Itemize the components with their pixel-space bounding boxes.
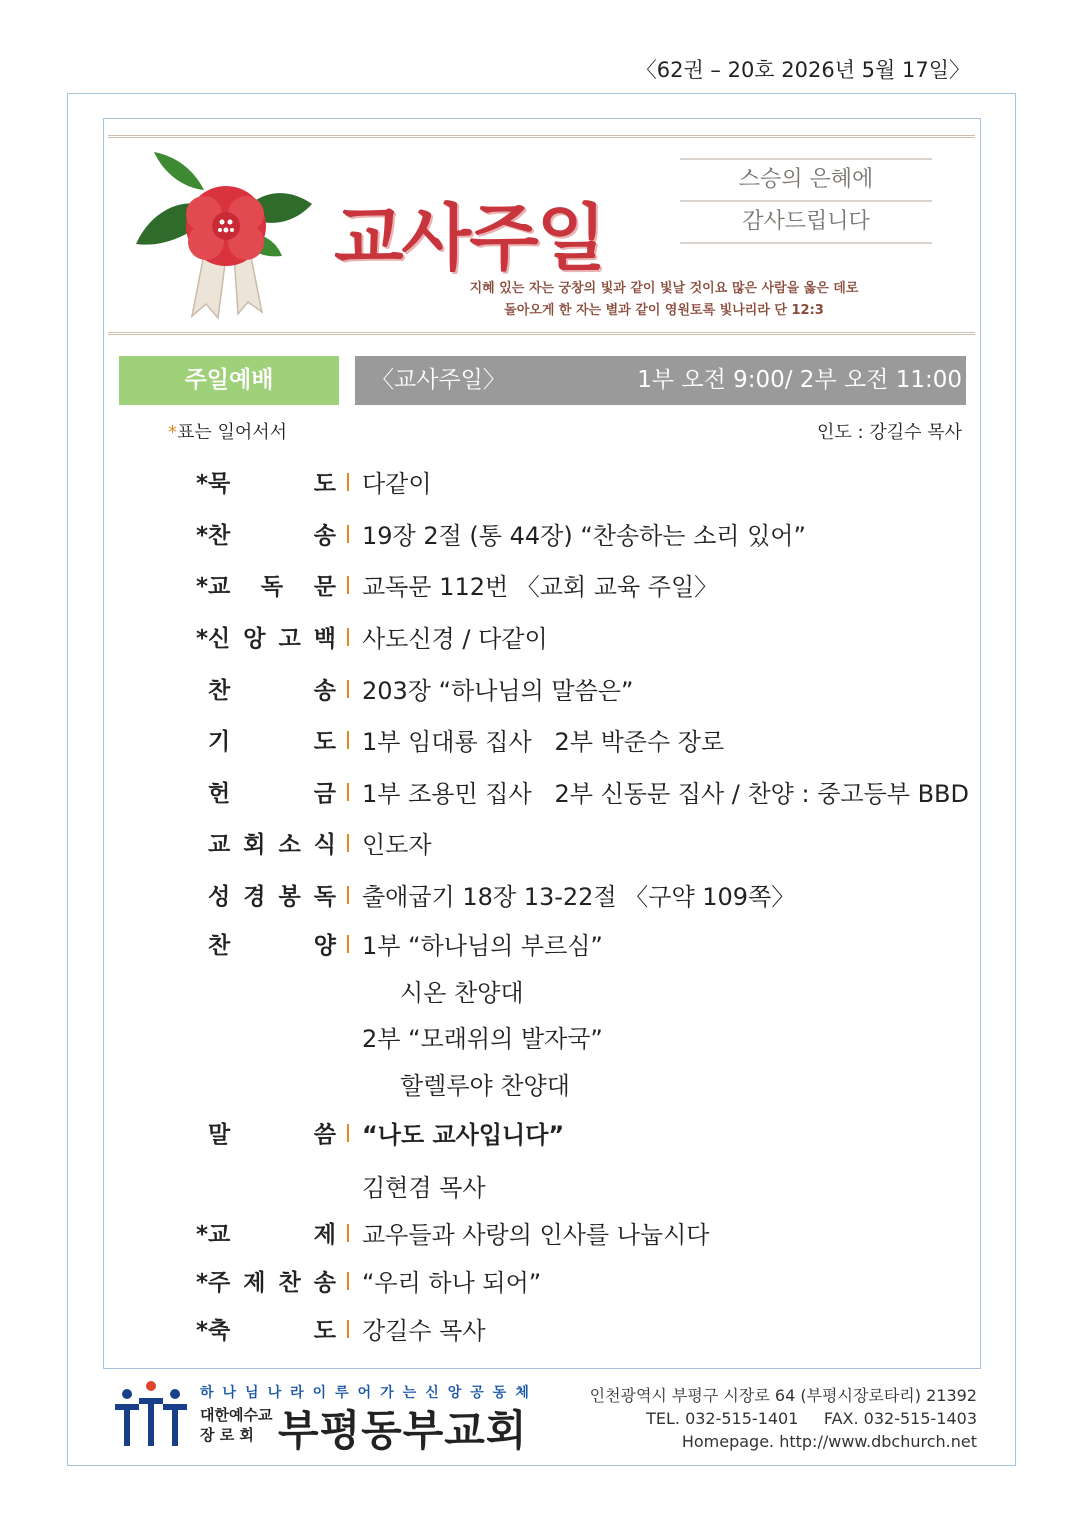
order-label: *교 제 <box>196 1222 336 1248</box>
service-times: 1부 오전 9:00/ 2부 오전 11:00 <box>637 367 962 393</box>
order-separator <box>347 1272 349 1290</box>
order-value: 1부 “하나님의 부르심” <box>362 932 603 960</box>
order-value: “나도 교사입니다” <box>362 1121 565 1149</box>
order-label: 헌 금 <box>208 781 336 807</box>
order-value: 다같이 <box>362 470 432 498</box>
teachers-day-banner <box>108 128 975 340</box>
order-separator <box>347 1320 349 1338</box>
banner-title: 교사주일 <box>334 196 605 280</box>
order-separator <box>347 834 349 852</box>
order-label: *신 앙 고 백 <box>196 626 336 652</box>
order-separator <box>347 731 349 749</box>
order-label: *찬 송 <box>196 523 336 549</box>
order-label: 성 경 봉 독 <box>208 884 336 910</box>
order-value: “우리 하나 되어” <box>362 1269 542 1297</box>
order-value: 1부 조용민 집사 2부 신동문 집사 / 찬양 : 중고등부 BBD <box>362 780 969 808</box>
church-contact <box>590 1384 977 1453</box>
order-label: 찬 양 <box>208 933 336 959</box>
order-separator <box>347 680 349 698</box>
banner-rule-top <box>108 135 975 138</box>
order-value: 1부 임대룡 집사 2부 박준수 장로 <box>362 728 725 756</box>
order-subvalue: 2부 “모래위의 발자국” <box>362 1025 603 1053</box>
banner-rule-bottom <box>108 332 975 335</box>
order-value: 강길수 목사 <box>362 1317 486 1345</box>
order-subvalue: 할렐루야 찬양대 <box>400 1072 570 1100</box>
service-header <box>355 356 966 405</box>
service-theme: 〈교사주일〉 <box>371 367 506 393</box>
church-phone: TEL. 032-515-1401 FAX. 032-515-1403 <box>646 1409 977 1428</box>
order-separator <box>347 1224 349 1242</box>
banner-verse <box>404 278 924 322</box>
church-name: 부평동부교회 <box>278 1406 528 1455</box>
stand-note: *표는 일어서서 <box>168 422 288 443</box>
order-label: 찬 송 <box>208 678 336 704</box>
order-label: *주 제 찬 송 <box>196 1270 336 1296</box>
issue-info: 〈62권 – 20호 2026년 5월 17일〉 <box>635 58 970 82</box>
order-separator <box>347 576 349 594</box>
church-address: 인천광역시 부평구 시장로 64 (부평시장로타리) 21392 <box>589 1386 977 1405</box>
service-leader: 인도 : 강길수 목사 <box>817 422 962 443</box>
order-label: *묵 도 <box>196 471 336 497</box>
order-separator <box>347 935 349 953</box>
order-separator <box>347 525 349 543</box>
order-label: *교 독 문 <box>196 574 336 600</box>
carnation-ribbon-icon <box>134 144 314 324</box>
order-label: *축 도 <box>196 1318 336 1344</box>
order-subvalue: 김현겸 목사 <box>362 1174 486 1202</box>
order-value: 사도신경 / 다같이 <box>362 625 548 653</box>
church-homepage[interactable]: Homepage. http://www.dbchurch.net <box>681 1432 977 1451</box>
order-label: 기 도 <box>208 729 336 755</box>
church-logo-icon <box>115 1380 195 1448</box>
order-label: 말 씀 <box>208 1122 336 1148</box>
order-value: 203장 “하나님의 말씀은” <box>362 677 634 705</box>
order-subvalue: 시온 찬양대 <box>400 979 524 1007</box>
service-label: 주일예배 <box>119 356 339 405</box>
order-separator <box>347 473 349 491</box>
banner-verse-line2: 돌아오게 한 자는 별과 같이 영원토록 빛나리라 단 12:3 <box>504 303 824 318</box>
order-value: 19장 2절 (통 44장) “찬송하는 소리 있어” <box>362 522 806 550</box>
order-label: 교 회 소 식 <box>208 832 336 858</box>
order-value: 교독문 112번 〈교회 교육 주일〉 <box>362 573 719 601</box>
denomination: 대한예수교 장 로 회 <box>200 1406 273 1444</box>
banner-thanks <box>680 158 932 244</box>
order-separator <box>347 783 349 801</box>
order-value: 인도자 <box>362 831 432 859</box>
banner-verse-line1: 지혜 있는 자는 궁창의 빛과 같이 빛날 것이요 많은 사람을 옳은 데로 <box>469 281 859 296</box>
order-separator <box>347 628 349 646</box>
order-separator <box>347 1124 349 1142</box>
banner-thanks-line1: 스승의 은혜에 <box>738 167 874 192</box>
order-separator <box>347 886 349 904</box>
church-motto: 하나님나라이루어가는신앙공동체 <box>200 1385 538 1401</box>
order-value: 교우들과 사랑의 인사를 나눕시다 <box>362 1221 710 1249</box>
banner-thanks-line2: 감사드립니다 <box>742 209 870 234</box>
order-value: 출애굽기 18장 13-22절 〈구약 109쪽〉 <box>362 883 796 911</box>
